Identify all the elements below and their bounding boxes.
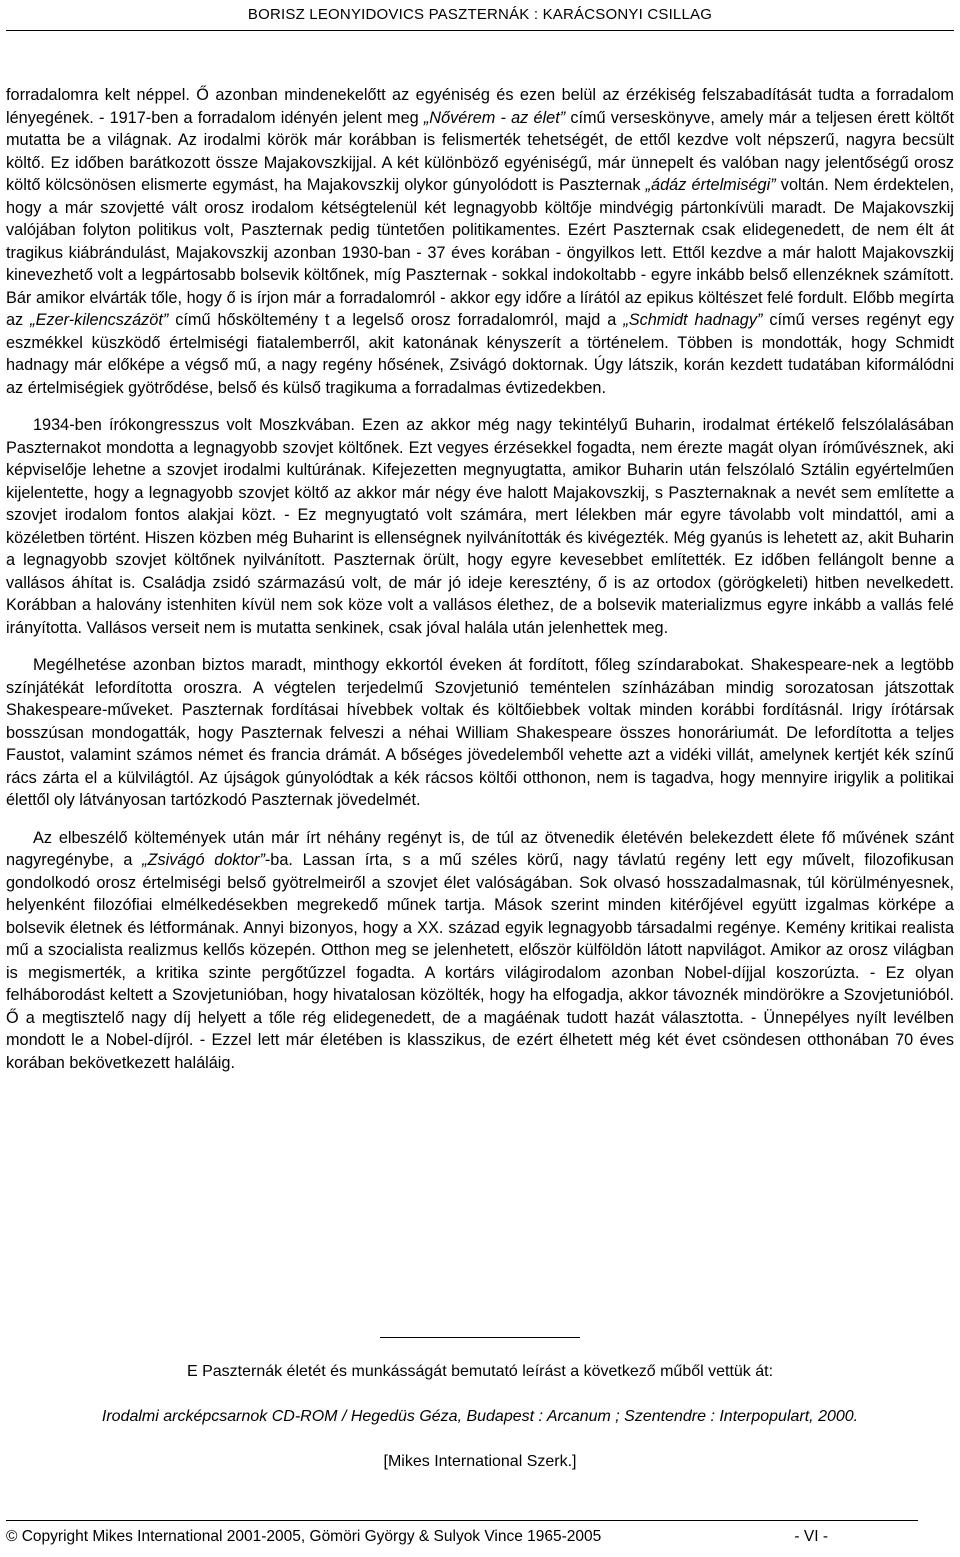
source-citation: Irodalmi arcképcsarnok CD-ROM / Hegedüs Géza, Budapest : Arcanum ; Szentendre : Interpopulart, 2000. [101, 1408, 859, 1425]
text-run: -ba. Lassan írta, s a mű széles körű, nagy távlatú regény lett egy művelt, filozofikusan gondolkodó orosz értelmiségi belső gyötrelmeiről a szovjet élet valóságában. Sok olvasó hosszadalmasnak, túl körülményesnek, helyenként filozófiai elmélkedésekben megrekedő műnek tartja. Mások szerint minden kitérőjével együtt izgalmas körképe a bolsevik életnek és létformának. Annyi bizonyos, hogy a XX. század egyik legnagyobb társadalmi regénye. Kemény kritikai realista mű a szocialista realizmus kellős közepén. Otthon meg se jelenhetett, először külföldön látott napvilágot. Amikor az orosz világban is megismerték, a kritika szinte pergőtűzzel fogadta. A kortárs világirodalom azonban Nobel-díjjal koszorúzta. - Ez olyan felháborodást keltett a Szovjetunióban, hogy hivatalosan közölték, hogy ha elfogadja, akkor távoznék mindörökre a Szovjetunióból. Ő a megtisztelő nagy díj helyett a tőle rég elidegenedett, de a magáénak tudott hazát választotta. - Ünnepélyes nyílt levélben mondott le a Nobel-díjról. - Ezzel lett már életében is klasszikus, de ezért élhetett még két évet csöndesen otthonában 70 éves korában bekövetkezett haláláig. [6, 851, 954, 1072]
text-run: című verses regényt egy eszmékkel küszködő értelmiségi fiatalemberről, akit katonának kényszerít a történelem. Többen is mondották, hogy Schmidt hadnagy már előképe a végső mű, a nagy regény hősének, Zsivágó doktornak. Úgy látszik, korán kezdett tudatában kiformálódni az értelmiségiek gyötrődése, belső és külső tragikuma a forradalmas évtizedekben. [6, 311, 954, 397]
italic-title: „ádáz értelmiségi” [645, 176, 776, 194]
text-run: című hősköltemény t a legelső orosz forradalomról, majd a [168, 311, 624, 329]
italic-title: „Nővérem - az élet” [423, 108, 566, 127]
text-run: 1934-ben írókongresszus volt Moszkvában. Ezen az akkor még nagy tekintélyű Buharin, irodalmat értékelő felszólalásában Paszternakot mondotta a legnagyobb szovjet költőnek. Ezt vegyes érzésekkel fogadta, nem érezte magát olyan íróművésznek, aki képviselője lehetne a szovjet irodalmi kultúrának. Kifejezetten megnyugtatta, amikor Buharin után felszólaló Sztálin egyértelműen kijelentette, hogy a legnagyobb szovjet költő az akkor már négy éve halott Majakovszkij, s Paszternaknak a nevét sem említette a szovjet irodalom fontos alakjai közt. - Ez megnyugtató volt számára, mert lélekben már egyre távolabb volt mindattól, ami a közéletben történt. Hiszen közben még Buharint is ellenségnek nyilvánították és kivégezték. Még gyanús is lehetett az, akit Buharin a legnagyobb szovjet költőnek nyilvánított. Paszternak örült, hogy egyre kevesebbet említették. Ez időben fellángolt benne a vallásos áhítat is. Családja zsidó származású volt, de már jó ideje keresztény, ő is az ortodox (görögkeleti) hitben nevelkedett. Korábban a halovány istenhiten kívül nem sok köze volt a vallásos élethez, de a bolsevik materializmus egyre inkább a vallás felé irányította. Vallásos verseit nem is mutatta senkinek, csak jóval halála után jelenhettek meg. [6, 416, 954, 637]
text-run: forradalomra kelt néppel. Ő azonban mindenekelőtt az egyéniség és ezen belül az érzékiség felszabadítását tudta a forradalom lényegének. - 1917-ben a forradalom idényén jelent meg [6, 86, 954, 127]
paragraph-3 [6, 654, 954, 812]
page-number: - VI - [794, 1528, 828, 1545]
text-run: című verseskönyve, amely már a teljesen érett költőt mutatta be a világnak. Az irodalmi körök már korábban is felismerték tehetségét, de ettől kezdve volt népszerű, nagyra becsült költő. Ez időben barátkozott össze Majakovszkijjal. A két különböző egyéniségű, már ünnepelt és valóban nagy jelentőségű orosz költő kölcsönösen elismerte egymást, ha Majakovszkij olykor gúnyolódott is Paszternak [6, 108, 954, 194]
text-run: Az elbeszélő költemények után már írt néhány regényt is, de túl az ötvenedik életévén belekezdett élete fő művének szánt nagyregénybe, a [6, 828, 954, 869]
source-note: E Paszternák életét és munkásságát bemutató leírást a következő műből vettük át: [186, 1363, 774, 1380]
section-separator [380, 1337, 580, 1338]
article-body [6, 84, 954, 1089]
paragraph-1 [6, 84, 954, 399]
paragraph-2 [6, 414, 954, 639]
footer-rule [6, 1520, 918, 1521]
page-footer [6, 1528, 946, 1546]
italic-title: „Ezer-kilencszázöt” [30, 311, 169, 329]
paragraph-4 [6, 827, 954, 1075]
running-header [0, 6, 960, 23]
editor-note: [Mikes International Szerk.] [383, 1453, 577, 1470]
italic-title: „Schmidt hadnagy” [623, 311, 763, 329]
text-run: voltán. Nem érdektelen, hogy a már szovjetté vált orosz irodalom kétségtelenül két legnagyobb költője mindvégig pártonkívüli maradt. De Majakovszkij valójában folyton politikus volt, Paszternak pedig tüntetően politikamentes. Ezért Paszternak csak elidegenedett, de nem élt át tragikus kiábrándulást, Majakovszkij azonban 1930-ban - 37 éves korában - öngyilkos lett. Ettől kezdve a már halott Majakovszkij kinevezhető volt a legpártosabb bolsevik költőnek, míg Paszternak - sokkal indokoltabb - egyre inkább belső ellenzéknek számított. Bár amikor elvárták tőle, hogy ő is írjon már a forradalomról - akkor egy időre a lírától az epikus költészet felé fordult. Előbb megírta az [6, 176, 954, 329]
header-title: BORISZ LEONYIDOVICS PASZTERNÁK : KARÁCSONYI CSILLAG [247, 6, 713, 23]
italic-title: „Zsivágó doktor” [142, 851, 265, 869]
copyright-text: © Copyright Mikes International 2001-2005, Gömöri György & Sulyok Vince 1965-2005 [6, 1528, 602, 1545]
header-rule [6, 30, 954, 31]
text-run: Megélhetése azonban biztos maradt, minthogy ekkortól éveken át fordított, főleg színdarabokat. Shakespeare-nek a legtöbb színjátékát lefordította oroszra. A végtelen terjedelmű Szovjetunió teméntelen színházában mindig sorozatosan játszottak Shakespeare-műveket. Paszternak fordításai hívebbek voltak és költőiebbek voltak minden korábbi fordításnál. Irigy írótársak bosszúsan mondogatták, hogy Paszternak felveszi a néhai William Shakespeare összes honoráriumát. De lefordította a teljes Faustot, valamint számos német és francia drámát. A bőséges jövedelemből vehette azt a vidéki villát, amelynek kertjét kék színű rács zárta el a külvilágtól. Az újságok gúnyolódtak a kék rácsos költői otthonon, nem is tagadva, hogy mennyire irigylik a politikai élettől oly látványosan tartózkodó Paszternak jövedelmét. [6, 656, 954, 809]
